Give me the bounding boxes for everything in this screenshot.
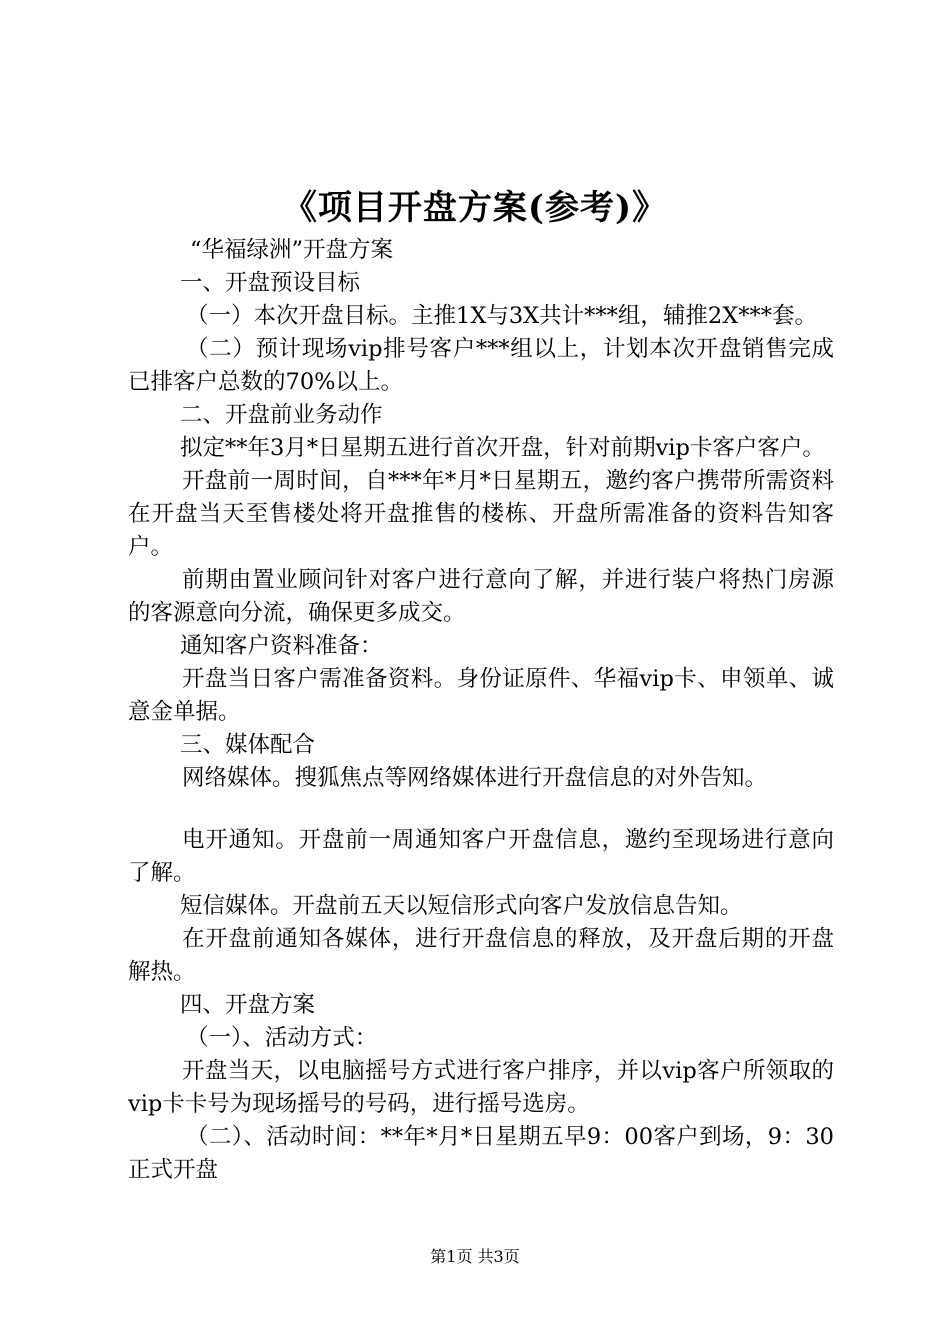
paragraph: 开盘前一周时间，自***年*月*日星期五，邀约客户携带所需资料在开盘当天至售楼处将开盘推售的楼栋、开盘所需准备的资料告知客户。 — [128, 468, 834, 560]
paragraph: 通知客户资料准备： — [180, 633, 383, 659]
paragraph: 二、开盘前业务动作 — [180, 402, 383, 428]
paragraph: 电开通知。开盘前一周通知客户开盘信息，邀约至现场进行意向了解。 — [128, 827, 834, 886]
paragraph: 前期由置业顾问针对客户进行意向了解，并进行装户将热门房源的客源意向分流，确保更多成交。 — [128, 567, 834, 626]
paragraph: 拟定**年3月*日星期五进行首次开盘，针对前期vip卡客户客户。 — [180, 435, 825, 461]
paragraph: （二）预计现场vip排号客户***组以上，计划本次开盘销售完成已排客户总数的70%以上。 — [128, 336, 834, 395]
document-body — [128, 234, 834, 1187]
paragraph: 一、开盘预设目标 — [180, 270, 361, 296]
paragraph: 在开盘前通知各媒体，进行开盘信息的释放，及开盘后期的开盘解热。 — [128, 926, 834, 985]
document-title: 《项目开盘方案(参考)》 — [282, 188, 668, 228]
paragraph: 三、媒体配合 — [180, 732, 316, 758]
paragraph: （二）、活动时间：**年*月*日星期五早9：00客户到场，9：30正式开盘 — [128, 1124, 834, 1183]
paragraph: （一）本次开盘目标。主推1X与3X共计***组，辅推2X***套。 — [186, 303, 818, 329]
paragraph: “华福绿洲”开盘方案 — [190, 237, 394, 263]
paragraph: 开盘当日客户需准备资料。身份证原件、华福vip卡、申领单、诚意金单据。 — [128, 666, 834, 725]
page-footer: 第1页 共3页 — [430, 1247, 520, 1266]
paragraph: 网络媒体。搜狐焦点等网络媒体进行开盘信息的对外告知。 — [182, 765, 768, 791]
paragraph: 开盘当天，以电脑摇号方式进行客户排序，并以vip客户所领取的vip卡卡号为现场摇号的号码，进行摇号选房。 — [128, 1058, 834, 1117]
paragraph: （一）、活动方式： — [186, 1025, 378, 1051]
paragraph: 四、开盘方案 — [180, 992, 316, 1018]
paragraph-gap — [128, 795, 834, 824]
paragraph: 短信媒体。开盘前五天以短信形式向客户发放信息告知。 — [180, 893, 743, 919]
